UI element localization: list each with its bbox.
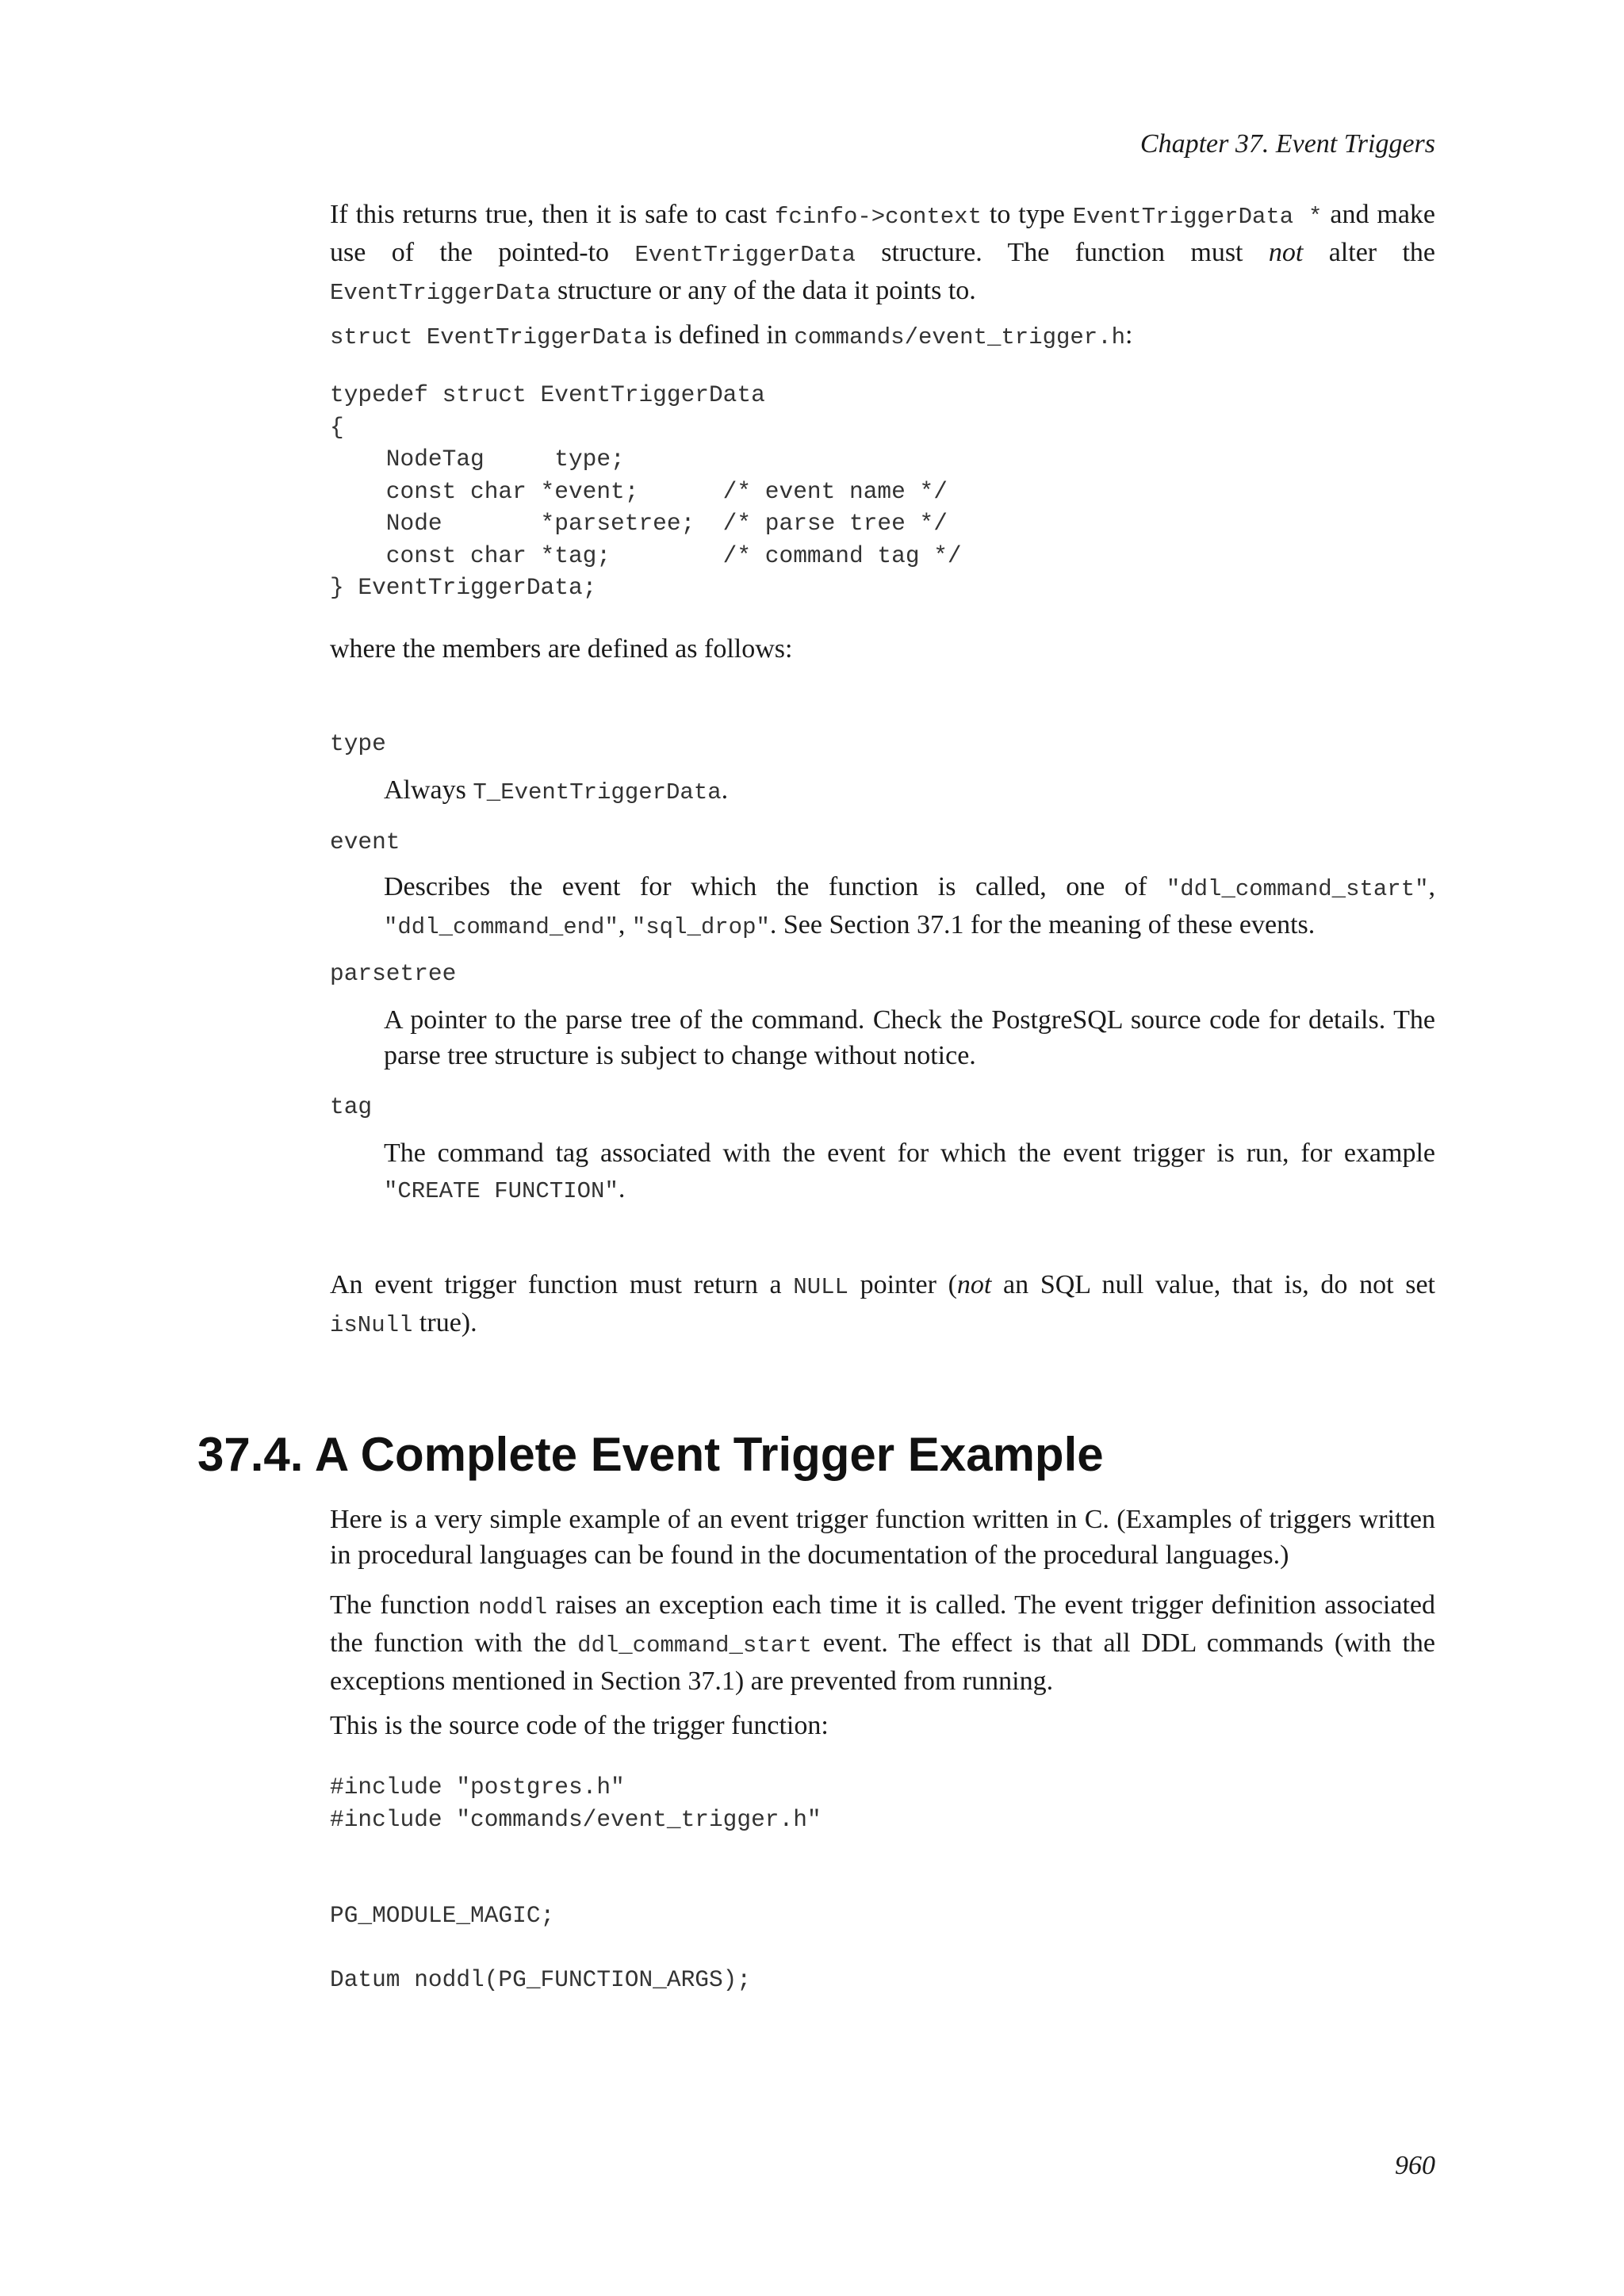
member-def-parsetree: A pointer to the parse tree of the command. Check the PostgreSQL source code for details. The parse tree structure is subject to change without notice. <box>384 1005 1435 1070</box>
section-paragraph-2: The function noddl raises an exception each time it is called. The event trigger definition associated the function with the ddl_command_start event. The effect is that all DDL commands (with the exceptions mentioned in Section 37.1) are prevented from running. <box>330 1590 1435 1696</box>
inline-code: "ddl_command_start" <box>1166 876 1429 902</box>
inline-code: "ddl_command_end" <box>384 914 619 940</box>
page-number: 960 <box>1395 2151 1435 2180</box>
inline-code: isNull <box>330 1312 413 1338</box>
inline-code: T_EventTriggerData <box>473 779 722 806</box>
inline-code: EventTriggerData * <box>1072 204 1323 230</box>
member-term-event: event <box>330 828 400 855</box>
inline-code: EventTriggerData <box>634 242 856 268</box>
member-term-type: type <box>330 730 386 757</box>
inline-code: "sql_drop" <box>631 914 770 940</box>
intro-paragraph-1: If this returns true, then it is safe to cast fcinfo->context to type EventTriggerData * and make use of the pointed-to EventTriggerData structure. The function must not alter the EventTriggerData structure or any of the data it points to. <box>330 200 1436 306</box>
member-term-tag: tag <box>330 1093 373 1120</box>
intro-paragraph-3: where the members are defined as follows: <box>330 634 793 664</box>
inline-code: ddl_command_start <box>577 1632 812 1659</box>
source-code-block <box>330 1771 1435 1996</box>
inline-code: NULL <box>793 1274 848 1300</box>
running-header: Chapter 37. Event Triggers <box>1139 129 1435 159</box>
inline-code: "CREATE FUNCTION" <box>384 1178 619 1204</box>
member-def-event: Describes the event for which the function is called, one of "ddl_command_start", "ddl_command_end", "sql_drop". See Section 37.1 for the meaning of these events. <box>384 872 1435 940</box>
inline-code: commands/event_trigger.h <box>794 324 1126 350</box>
code-listing: #include "postgres.h" #include "commands/event_trigger.h" PG_MODULE_MAGIC; Datum noddl(PG_FUNCTION_ARGS); <box>330 1774 822 1993</box>
section-paragraph-3: This is the source code of the trigger function: <box>330 1711 829 1740</box>
emphasis: not <box>1268 238 1304 267</box>
member-term-parsetree: parsetree <box>330 960 457 987</box>
return-paragraph: An event trigger function must return a NULL pointer (not an SQL null value, that is, do not set isNull true). <box>330 1270 1435 1338</box>
inline-code: fcinfo->context <box>774 204 982 230</box>
emphasis: not <box>956 1270 992 1299</box>
struct-code-block <box>330 379 1435 604</box>
inline-code: EventTriggerData <box>330 280 551 306</box>
intro-paragraph-2: struct EventTriggerData is defined in commands/event_trigger.h: <box>330 320 1133 350</box>
code-listing: typedef struct EventTriggerData { NodeTag type; const char *event; /* event name */ Node *parsetree; /* parse tree */ const char *tag; /* command tag */ } EventTriggerData; <box>330 381 962 601</box>
section-heading: 37.4. A Complete Event Trigger Example <box>197 1428 1104 1481</box>
member-def-tag: The command tag associated with the event for which the event trigger is run, for example "CREATE FUNCTION". <box>384 1138 1435 1204</box>
section-paragraph-1: Here is a very simple example of an event trigger function written in C. (Examples of triggers written in procedural languages can be found in the documentation of the procedural languages.) <box>330 1505 1435 1570</box>
member-def-type: Always T_EventTriggerData. <box>384 775 729 806</box>
inline-code: struct EventTriggerData <box>330 324 648 350</box>
inline-code: noddl <box>478 1594 548 1621</box>
